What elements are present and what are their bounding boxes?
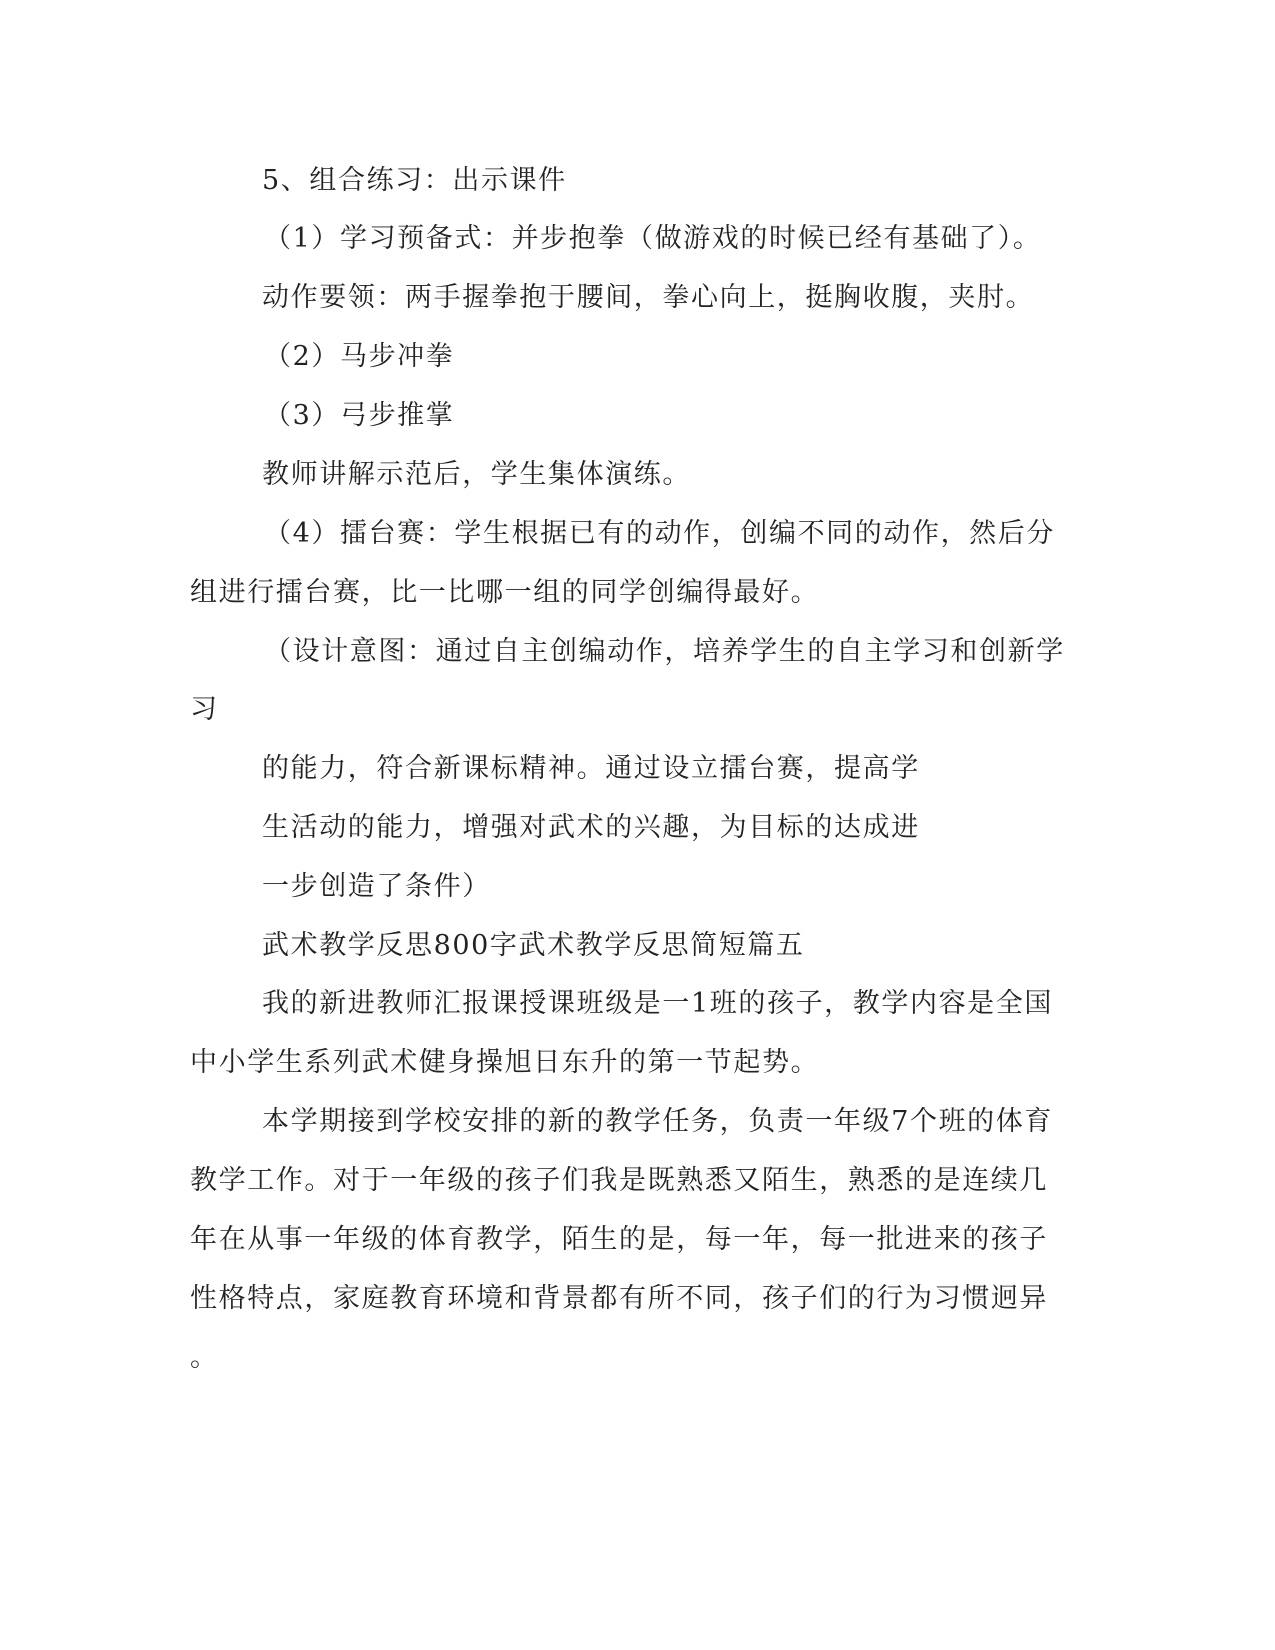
text-line: 性格特点，家庭教育环境和背景都有所不同，孩子们的行为习惯迥异 [190,1283,1048,1314]
text-line: 武术教学反思800字武术教学反思简短篇五 [262,930,805,961]
text-line: 我的新进教师汇报课授课班级是一1班的孩子，教学内容是全国 [262,988,1053,1019]
text-line: （2）马步冲拳 [264,341,455,372]
text-line: 中小学生系列武术健身操旭日东升的第一节起势。 [190,1047,820,1078]
text-line: （设计意图：通过自主创编动作，培养学生的自主学习和创新学 [264,636,1065,667]
text-line: （3）弓步推掌 [264,400,455,431]
text-line: 组进行擂台赛，比一比哪一组的同学创编得最好。 [190,577,820,608]
text-line: 5、组合练习：出示课件 [262,165,567,196]
text-line: 生活动的能力，增强对武术的兴趣，为目标的达成进 [262,812,920,843]
text-line: 一步创造了条件） [262,871,491,902]
text-line: （4）擂台赛：学生根据已有的动作，创编不同的动作，然后分 [264,518,1055,549]
text-line: 动作要领：两手握拳抱于腰间，拳心向上，挺胸收腹，夹肘。 [262,282,1035,313]
text-line: 教师讲解示范后，学生集体演练。 [262,459,691,490]
text-line: （1）学习预备式：并步抱拳（做游戏的时候已经有基础了）。 [264,223,1042,254]
text-line: 的能力，符合新课标精神。通过设立擂台赛，提高学 [262,753,920,784]
text-line: 。 [190,1342,219,1373]
text-line: 年在从事一年级的体育教学，陌生的是，每一年，每一批进来的孩子 [190,1224,1048,1255]
text-line: 习 [190,694,219,725]
text-line: 教学工作。对于一年级的孩子们我是既熟悉又陌生，熟悉的是连续几 [190,1165,1048,1196]
text-line: 本学期接到学校安排的新的教学任务，负责一年级7个班的体育 [262,1106,1053,1137]
